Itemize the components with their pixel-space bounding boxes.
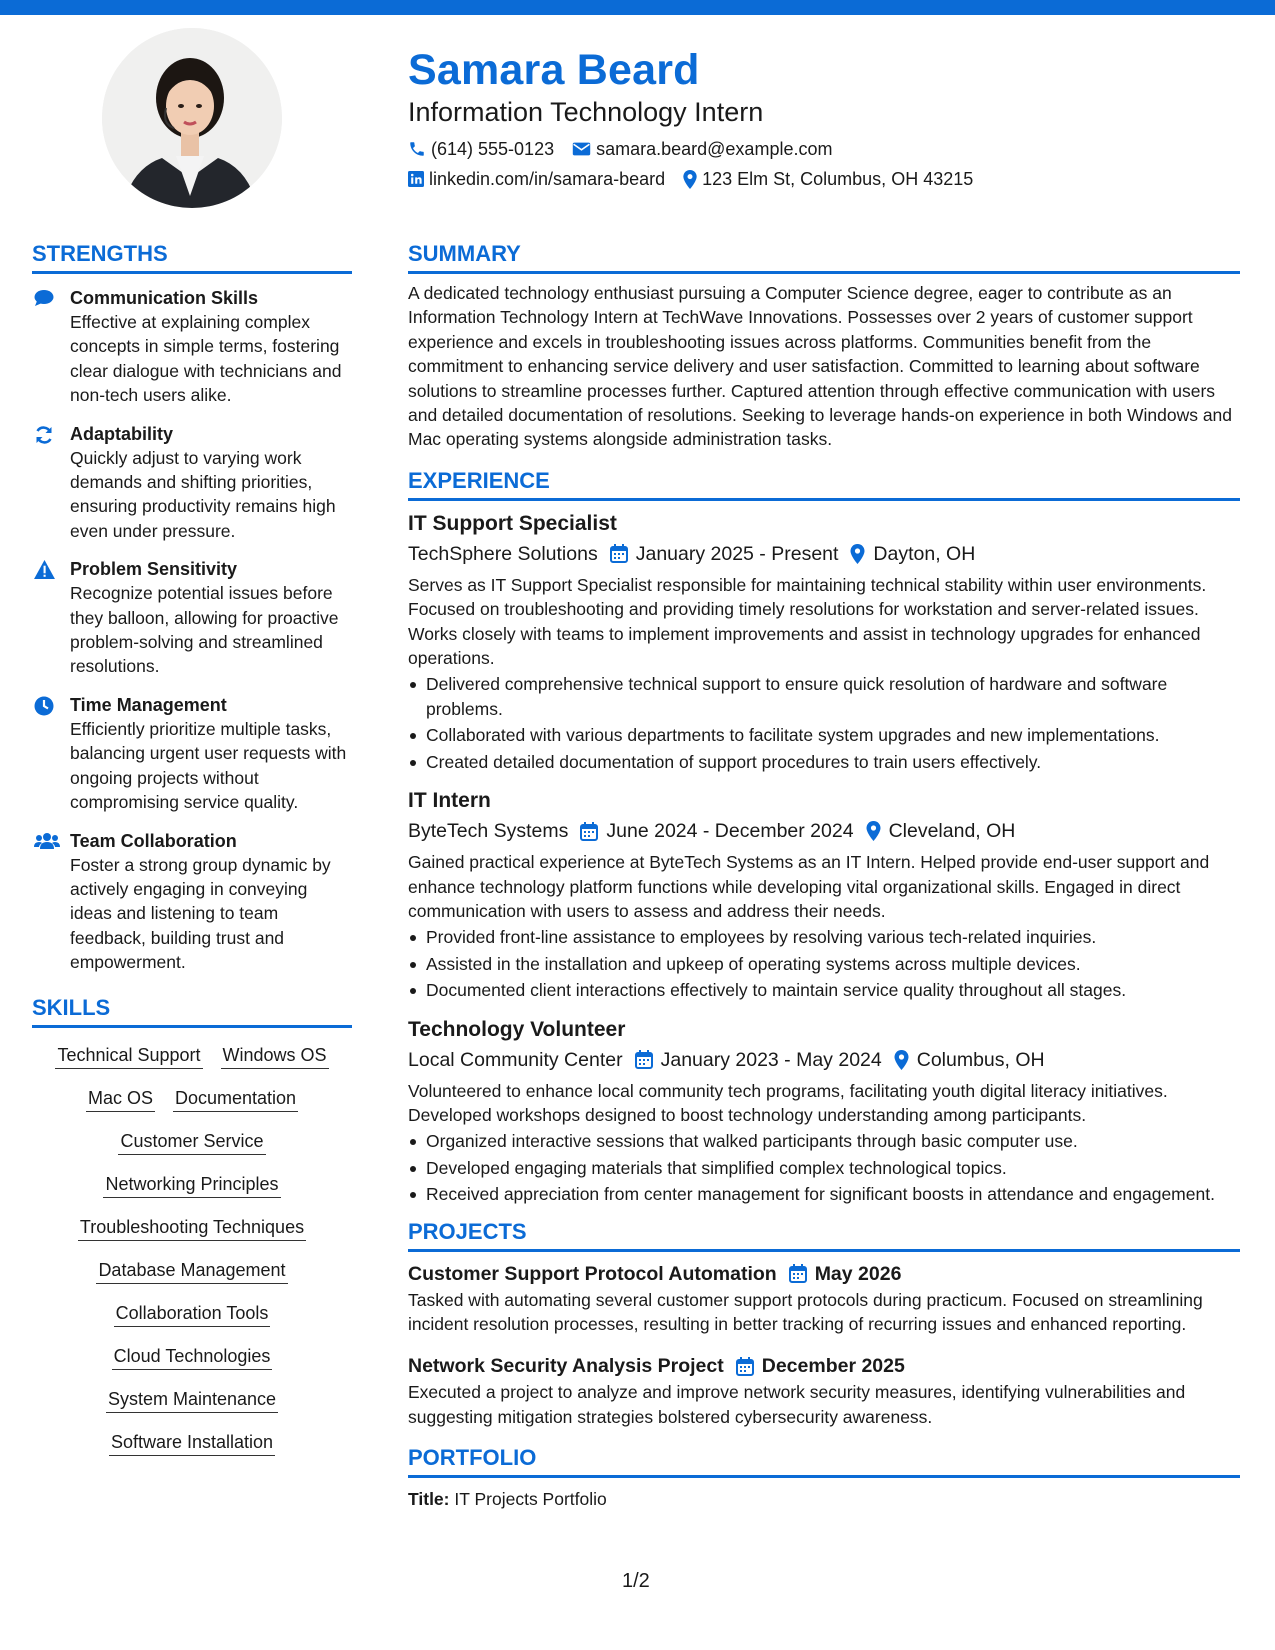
strength-title: Time Management — [70, 694, 227, 715]
job-location: Dayton, OH — [873, 542, 976, 565]
job-bullets — [408, 672, 1240, 774]
phone-text: (614) 555-0123 — [431, 139, 555, 159]
list-item: Assisted in the installation and upkeep of operating systems across multiple devices. — [408, 952, 1240, 976]
candidate-title: Information Technology Intern — [408, 97, 764, 127]
job-entry — [408, 1015, 1240, 1207]
experience-heading: EXPERIENCE — [408, 466, 1240, 501]
project-date: May 2026 — [814, 1262, 902, 1285]
email-text: samara.beard@example.com — [596, 139, 833, 159]
skill-tag: Collaboration Tools — [114, 1300, 271, 1327]
list-item: Collaborated with various departments to facilitate system upgrades and new implementations. — [408, 723, 1240, 747]
job-dates: January 2023 - May 2024 — [660, 1048, 882, 1071]
project-description: Executed a project to analyze and improve network security measures, identifying vulnerabilities and suggesting mitigation strategies bolstered cybersecurity awareness. — [408, 1382, 1186, 1427]
job-title: IT Intern — [408, 789, 491, 813]
top-accent-bar — [0, 0, 1275, 15]
strength-title: Problem Sensitivity — [70, 559, 238, 580]
strength-title: Communication Skills — [70, 288, 259, 308]
users-icon — [34, 832, 60, 850]
project-date: December 2025 — [761, 1355, 905, 1378]
skill-tag: Customer Service — [118, 1128, 265, 1155]
strengths-heading: STRENGTHS — [32, 239, 352, 274]
warning-icon — [34, 560, 55, 579]
candidate-name: Samara Beard — [408, 46, 700, 94]
left-column — [32, 239, 352, 1456]
calendar-icon — [610, 544, 628, 563]
skill-tag: Software Installation — [109, 1429, 275, 1456]
summary-heading: SUMMARY — [408, 239, 1240, 274]
map-pin-icon — [866, 821, 881, 841]
strength-item — [32, 422, 352, 544]
skill-tag: System Maintenance — [106, 1386, 278, 1413]
skills-heading: SKILLS — [32, 993, 352, 1028]
portfolio-value: IT Projects Portfolio — [454, 1489, 607, 1510]
resume-header — [408, 44, 1228, 192]
skill-tag: Networking Principles — [103, 1171, 280, 1198]
strength-title: Adaptability — [70, 423, 174, 444]
strength-item — [32, 829, 352, 975]
speech-bubble-icon — [34, 289, 54, 307]
envelope-icon — [572, 141, 591, 157]
strength-description: Efficiently prioritize multiple tasks, balancing urgent user requests with ongoing projects without compromising service quality. — [70, 718, 347, 813]
project-entry — [408, 1352, 1240, 1429]
job-bullets — [408, 925, 1240, 1002]
clock-icon — [34, 696, 54, 716]
skills-section — [32, 993, 352, 1456]
projects-section — [408, 1217, 1240, 1430]
list-item: Received appreciation from center management for significant boosts in attendance and engagement. — [408, 1182, 1240, 1206]
strength-description: Effective at explaining complex concepts in simple terms, fostering clear dialogue with technicians and non-tech users alike. — [70, 312, 342, 406]
strength-item — [32, 557, 352, 679]
project-description: Tasked with automating several customer support protocols during practicum. Focused on streamlining incident resolution processes, resulting in better tracking of recurring issues and enhanced reporting. — [408, 1289, 1203, 1334]
strength-title: Team Collaboration — [70, 830, 237, 851]
strength-item — [32, 286, 352, 408]
skills-list — [32, 1042, 352, 1456]
list-item: Provided front-line assistance to employees by resolving various tech-related inquiries. — [408, 925, 1240, 949]
address-text: 123 Elm St, Columbus, OH 43215 — [702, 169, 974, 189]
calendar-icon — [789, 1264, 807, 1283]
project-title: Customer Support Protocol Automation — [408, 1262, 777, 1285]
portfolio-entry — [408, 1486, 1240, 1512]
calendar-icon — [736, 1357, 754, 1376]
job-description: Gained practical experience at ByteTech Systems as an IT Intern. Helped provide end-user support and enhance technology platform functions while developing vital organizational skills. Engaged in direct communication with users to assess and address their needs. — [408, 852, 1210, 921]
calendar-icon — [635, 1050, 653, 1069]
job-company: Local Community Center — [408, 1048, 623, 1071]
job-title: IT Support Specialist — [408, 511, 617, 535]
linkedin-text: linkedin.com/in/samara-beard — [429, 169, 666, 189]
profile-photo — [102, 28, 282, 208]
map-pin-icon — [850, 544, 865, 564]
map-pin-icon — [683, 170, 697, 189]
project-title: Network Security Analysis Project — [408, 1355, 724, 1378]
list-item: Developed engaging materials that simplified complex technological topics. — [408, 1156, 1240, 1180]
strength-description: Foster a strong group dynamic by actively engaging in conveying ideas and listening to team feedback, building trust and empowerment. — [70, 854, 331, 973]
skill-tag: Windows OS — [221, 1042, 329, 1069]
project-entry — [408, 1260, 1240, 1337]
skill-tag: Mac OS — [86, 1085, 155, 1112]
strength-description: Quickly adjust to varying work demands and shifting priorities, ensuring productivity remains high even under pressure. — [70, 447, 336, 541]
job-entry — [408, 786, 1240, 1002]
job-dates: January 2025 - Present — [635, 542, 839, 565]
job-company: TechSphere Solutions — [408, 542, 598, 565]
refresh-icon — [34, 425, 54, 445]
job-location: Columbus, OH — [916, 1048, 1045, 1071]
skill-tag: Troubleshooting Techniques — [78, 1214, 306, 1241]
job-description: Serves as IT Support Specialist responsible for maintaining technical stability within user environments. Focused on troubleshooting and providing timely resolutions for workstation and server-related issues. Works closely with teams to implement improvements and assist in technology upgrades for enhanced operations. — [408, 574, 1207, 669]
portfolio-heading: PORTFOLIO — [408, 1443, 1240, 1478]
phone-icon — [408, 140, 426, 158]
list-item: Created detailed documentation of support procedures to train users effectively. — [408, 750, 1240, 774]
right-column — [408, 239, 1240, 1512]
job-entry — [408, 509, 1240, 774]
job-description: Volunteered to enhance local community tech programs, facilitating youth digital literacy initiatives. Developed workshops designed to boost technology understanding among participants. — [408, 1080, 1168, 1125]
linkedin-icon — [408, 171, 424, 187]
job-company: ByteTech Systems — [408, 820, 569, 843]
skill-tag: Cloud Technologies — [112, 1343, 273, 1370]
skill-tag: Technical Support — [55, 1042, 202, 1069]
strengths-list — [32, 286, 352, 975]
address — [683, 166, 973, 192]
job-dates: June 2024 - December 2024 — [606, 820, 854, 843]
job-bullets — [408, 1129, 1240, 1206]
list-item: Delivered comprehensive technical support to ensure quick resolution of hardware and software problems. — [408, 672, 1240, 721]
page-number: 1/2 — [622, 1570, 650, 1592]
calendar-icon — [580, 822, 598, 841]
skill-tag: Database Management — [96, 1257, 287, 1284]
experience-section — [408, 466, 1240, 1207]
skill-tag: Documentation — [173, 1085, 298, 1112]
portfolio-label: Title: — [408, 1489, 450, 1510]
email[interactable] — [572, 136, 832, 162]
summary-text: A dedicated technology enthusiast pursuing a Computer Science degree, eager to contribute as an Information Technology Intern at TechWave Innovations. Possesses over 2 years of customer support experience and excels in troubleshooting issues across platforms. Communities benefit from the commitment to enhancing service delivery and user satisfaction. Committed to learning about software solutions to streamline processes further. Captured attention through effective communication with users and detailed documentation of resolutions. Seeking to leverage hands-on experience in both Windows and Mac operating systems alongside administration tasks. — [408, 283, 1233, 450]
strength-description: Recognize potential issues before they balloon, allowing for proactive problem-solving and streamlined resolutions. — [70, 583, 339, 677]
portfolio-section — [408, 1443, 1240, 1512]
map-pin-icon — [894, 1050, 909, 1070]
phone — [408, 136, 554, 162]
job-title: Technology Volunteer — [408, 1017, 626, 1041]
strength-item — [32, 693, 352, 815]
linkedin[interactable] — [408, 166, 665, 192]
list-item: Organized interactive sessions that walked participants through basic computer use. — [408, 1129, 1240, 1153]
list-item: Documented client interactions effectively to maintain service quality throughout all stages. — [408, 978, 1240, 1002]
projects-heading: PROJECTS — [408, 1217, 1240, 1252]
job-location: Cleveland, OH — [888, 820, 1016, 843]
